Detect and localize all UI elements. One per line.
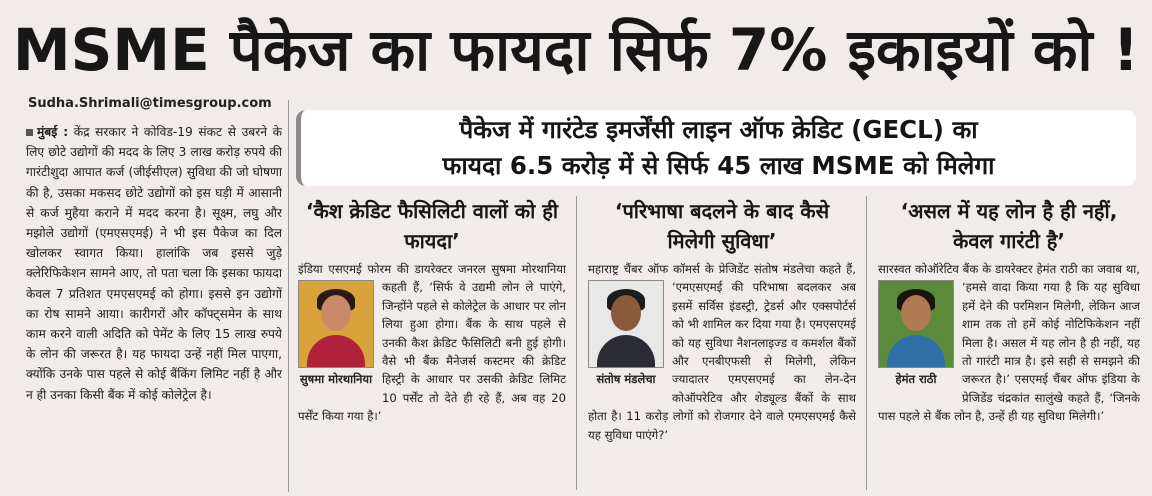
column-body	[298, 260, 566, 426]
column-quote: ‘सिर्फ वे उद्यमी लोन ले पाएंगे, जिन्होंने पहले से कोलेट्रेल के आधार पर लोन लिया हुआ होगा। बैंक के साथ पहले से उनकी कैश क्रेडिट फैसिलिटी बनी हुई होगी। वैसे भी बैंक मैनेजर्स कस्टमर की क्रेडिट हिस्ट्री के आधार पर उसकी क्रेडिट लिमिट 10 पर्सेंट तो देते ही रहे हैं, अब वह 20 पर्सेंट किया गया है।’	[298, 280, 566, 424]
portrait-photo	[878, 280, 954, 368]
portrait-caption: संतोष मंडलेचा	[596, 372, 656, 387]
column-divider	[866, 196, 867, 490]
column-cash-credit	[298, 196, 566, 492]
column-intro: महाराष्ट्र चैंबर ऑफ कॉमर्स के प्रेजिडेंट संतोष मंडलेचा कहते हैं,	[588, 262, 856, 276]
main-story-text: केंद्र सरकार ने कोविड-19 संकट से उबरने के लिए छोटे उद्योगों की मदद के लिए 3 लाख करोड़ रुपये की गारंटीशुदा आपात कर्ज (जीईसीएल) सुविधा की जो घोषणा की है, उसका मकसद छोटे उद्योगों को इस घड़ी में आसानी से कर्ज मुहैया कराने में मदद करना है। सूक्ष्म, लघु और मझोले उद्योगों (एमएसएमई) ने भी इस पैकेज का दिल खोलकर स्वागत किया। हालांकि जब इससे जुड़े क्लेरिफिकेशन सामने आए, तो पता चला कि इसका फायदा केवल 7 प्रतिशत एमएसएमई को होगा। इससे इन उद्योगों का रोष सामने आया। कारीगरों और कॉफ्ट्समेन के साथ काम करने वाली अदिति को पेमेंट के लिए 15 लाख रुपये के लोन की जरूरत है। यह फायदा उन्हें नहीं मिल पाएगा, क्योंकि उनके पास पहले से कोई बैंकिंग लिमिट नहीं है और न ही उनका किसी बैंक में कोई कोलेट्रेल है।	[26, 125, 282, 402]
byline: Sudha.Shrimali@timesgroup.com	[28, 96, 272, 111]
portrait-photo	[298, 280, 374, 368]
headline: MSME पैकेज का फायदा सिर्फ 7% इकाइयों को !	[12, 16, 1140, 84]
bullet-square-icon	[26, 129, 33, 136]
column-definition	[588, 196, 856, 492]
column-guarantee	[878, 196, 1140, 492]
portrait-photo	[588, 280, 664, 368]
subhead-box	[296, 110, 1136, 186]
column-body	[878, 260, 1140, 426]
column-quote: ‘एमएसएमई की परिभाषा बदलकर अब इसमें सर्विस इंडस्ट्री, ट्रेडर्स और एक्सपोर्टर्स को भी शामिल कर दिया गया है। एमएसएमई को यह सुविधा नैशनलाइज्ड व कमर्शल बैंकों और एनबीएफसी से मिलेगी, लेकिन ज्यादातर एमएसएमई का लेन-देन कोऑपरेटिव और शेड्यूल्ड बैंकों के साथ होता है। 11 करोड़ लोगों को रोजगार देने वाले एमएसएमई कैसे यह सुविधा पाएंगे?’	[588, 280, 856, 442]
portrait-block	[878, 280, 954, 387]
column-intro: सारस्वत कोऑरेटिव बैंक के डायरेक्टर हेमंत राठी का जवाब था,	[878, 262, 1140, 276]
subhead-line-1: पैकेज में गारंटेड इमर्जेंसी लाइन ऑफ क्रेडिट (GECL) का	[459, 115, 978, 144]
portrait-caption: सुषमा मोरथानिया	[299, 372, 373, 387]
column-body	[588, 260, 856, 444]
portrait-block	[588, 280, 664, 387]
subhead-line-2: फायदा 6.5 करोड़ में से सिर्फ 45 लाख MSME को मिलेगा	[442, 151, 995, 180]
column-divider	[288, 100, 289, 492]
column-title: ‘परिभाषा बदलने के बाद कैसे मिलेगी सुविधा’	[614, 199, 830, 253]
column-intro: इंडिया एसएमई फोरम की डायरेक्टर जनरल सुषमा मोरथानिया कहती हैं,	[298, 262, 566, 295]
column-title: ‘असल में यह लोन है ही नहीं, केवल गारंटी है’	[900, 199, 1118, 253]
column-divider	[576, 196, 577, 490]
column-quote: ‘हमसे वादा किया गया है कि यह सुविधा हमें देने की परमिशन मिलेगी, लेकिन आज शाम तक तो हमें कोई नोटिफिकेशन नहीं मिला है। असल में यह लोन है ही नहीं, यह तो गारंटी मात्र है। इसे सही से समझने की जरूरत है।’ एसएमई चैंबर ऑफ इंडिया के प्रेजिडेंड चंद्रकांत सालुंखे कहते हैं, ‘जिनके पास पहले से बैंक लोन है, उन्हें ही यह सुविधा मिलेगी।’	[878, 280, 1140, 424]
column-title: ‘कैश क्रेडिट फैसिलिटी वालों को ही फायदा’	[305, 199, 559, 253]
portrait-block	[298, 280, 374, 387]
main-story	[26, 122, 282, 490]
portrait-caption: हेमंत राठी	[895, 372, 937, 387]
dateline: मुंबई :	[37, 125, 69, 139]
